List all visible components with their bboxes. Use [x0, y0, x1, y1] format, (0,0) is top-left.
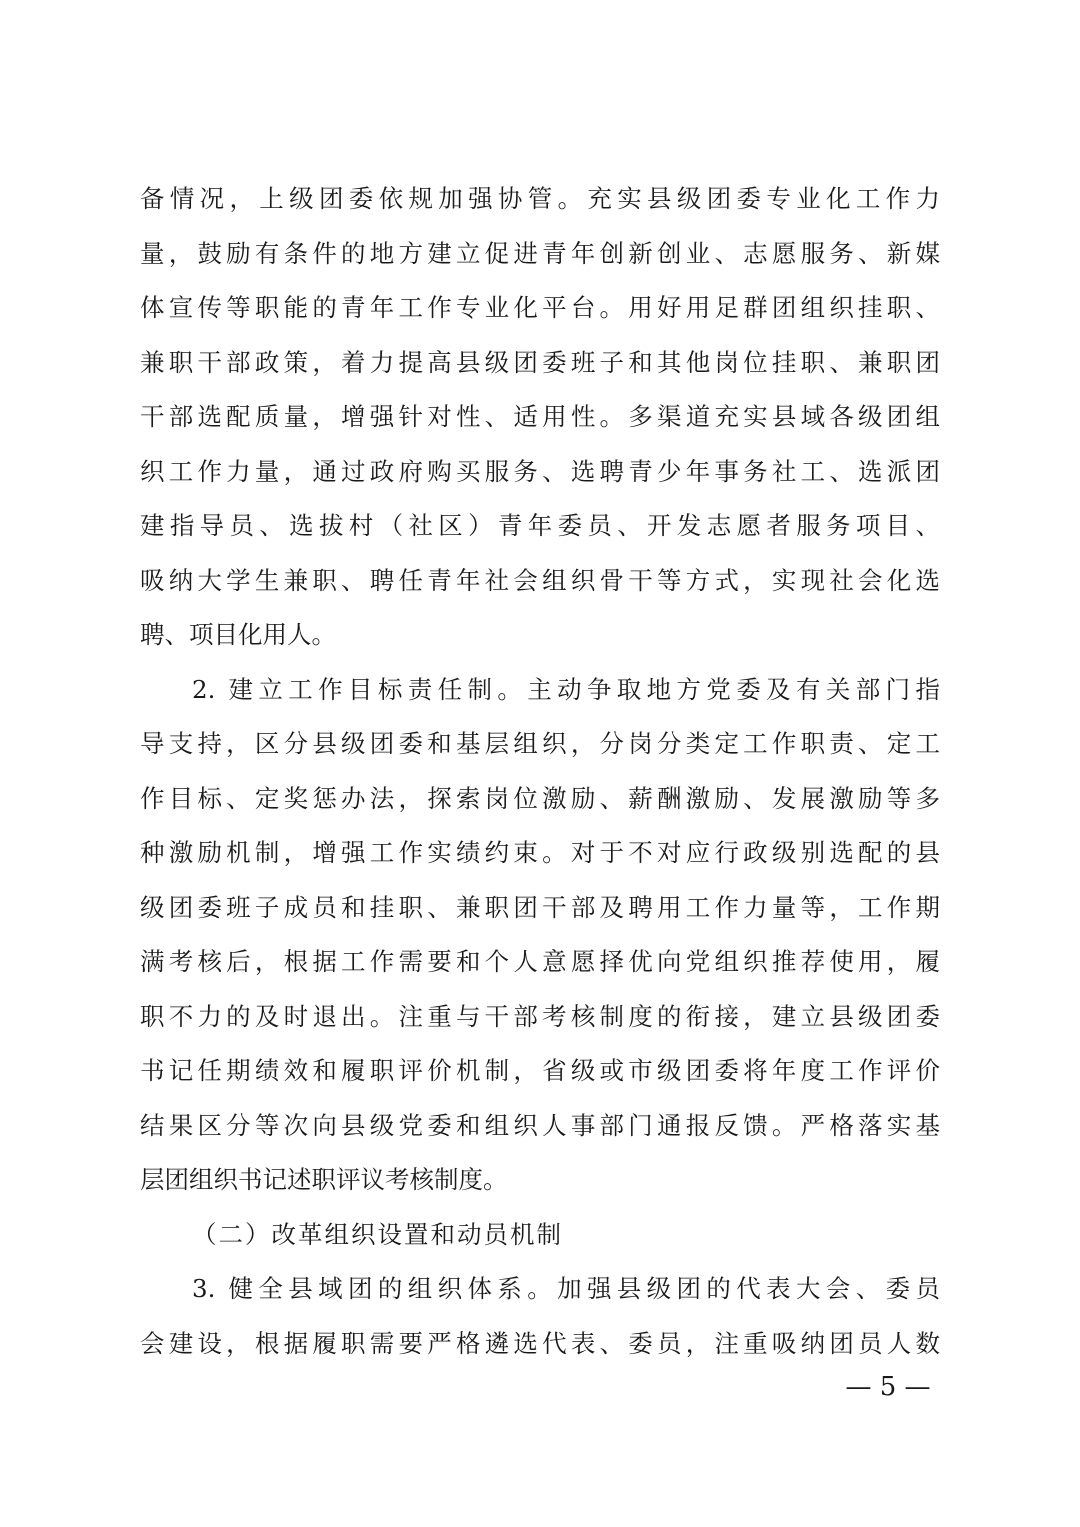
body-text-line: 导支持，区分县级团委和基层组织，分岗分类定工作职责、定工	[140, 729, 940, 758]
body-text-line: 种激励机制，增强工作实绩约束。对于不对应行政级别选配的县	[140, 838, 940, 867]
body-text-line: 建指导员、选拔村（社区）青年委员、开发志愿者服务项目、	[140, 511, 940, 540]
body-text-line: 兼职干部政策，着力提高县级团委班子和其他岗位挂职、兼职团	[140, 348, 940, 377]
section-heading: （二）改革组织设置和动员机制	[192, 1220, 563, 1249]
body-text-line: 聘、项目化用人。	[140, 620, 336, 649]
body-text-line: 结果区分等次向县级党委和组织人事部门通报反馈。严格落实基	[140, 1111, 940, 1140]
body-text-line: 3. 健全县域团的组织体系。加强县级团的代表大会、委员	[192, 1274, 940, 1303]
body-text-line: 备情况，上级团委依规加强协管。充实县级团委专业化工作力	[140, 184, 940, 213]
body-text-line: 量，鼓励有条件的地方建立促进青年创新创业、志愿服务、新媒	[140, 239, 940, 268]
body-text-line: 作目标、定奖惩办法，探索岗位激励、薪酬激励、发展激励等多	[140, 784, 940, 813]
page-number: — 5 —	[845, 1372, 931, 1402]
body-text-line: 2. 建立工作目标责任制。主动争取地方党委及有关部门指	[192, 675, 940, 704]
body-text-line: 职不力的及时退出。注重与干部考核制度的衔接，建立县级团委	[140, 1002, 940, 1031]
body-text-line: 级团委班子成员和挂职、兼职团干部及聘用工作力量等，工作期	[140, 893, 940, 922]
body-text-line: 书记任期绩效和履职评价机制，省级或市级团委将年度工作评价	[140, 1056, 940, 1085]
body-text-line: 吸纳大学生兼职、聘任青年社会组织骨干等方式，实现社会化选	[140, 566, 940, 595]
body-text-line: 层团组织书记述职评议考核制度。	[140, 1165, 508, 1194]
body-text-line: 会建设，根据履职需要严格遴选代表、委员，注重吸纳团员人数	[140, 1329, 940, 1358]
body-text-line: 干部选配质量，增强针对性、适用性。多渠道充实县域各级团组	[140, 402, 940, 431]
body-text-line: 织工作力量，通过政府购买服务、选聘青少年事务社工、选派团	[140, 457, 940, 486]
body-text-line: 满考核后，根据工作需要和个人意愿择优向党组织推荐使用，履	[140, 947, 940, 976]
body-text-line: 体宣传等职能的青年工作专业化平台。用好用足群团组织挂职、	[140, 293, 940, 322]
